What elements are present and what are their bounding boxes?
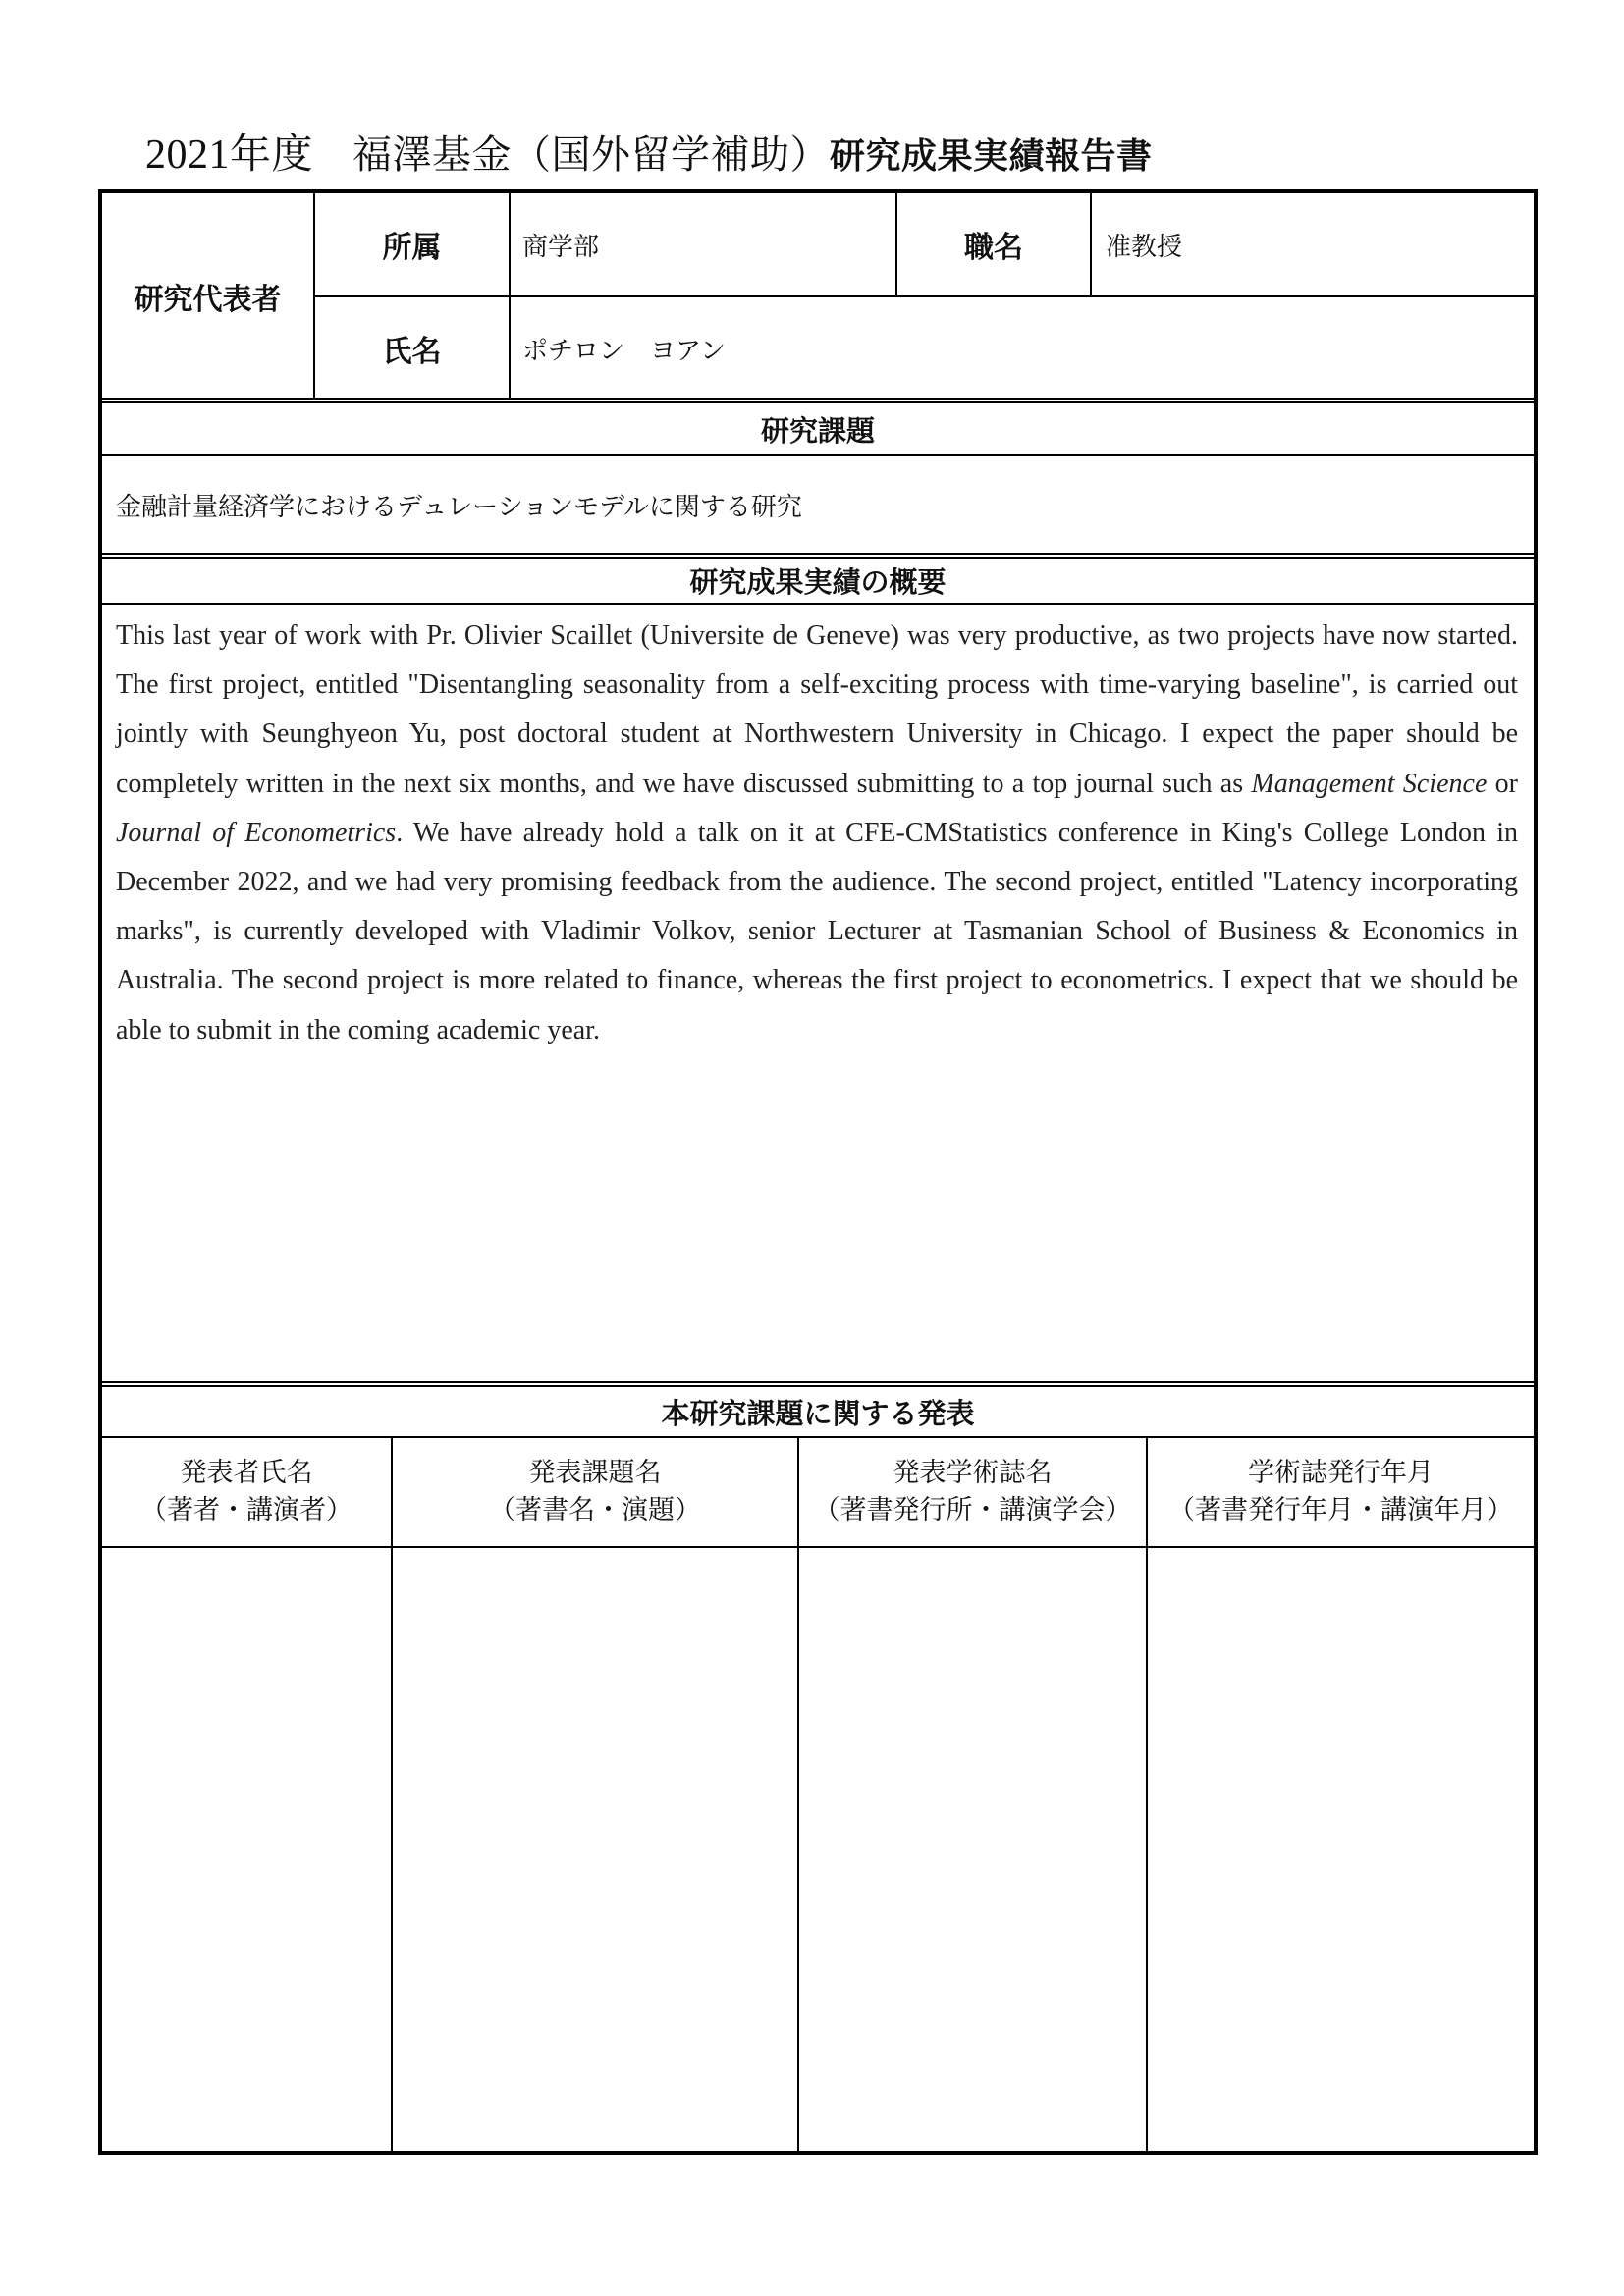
page-title [145,122,1153,181]
divider [1090,193,1092,295]
name-label: 氏名 [382,335,442,369]
summary-part-2: . We have already hold a talk on it at CFE-CMStatistics conference in King's College London in December 2022, and we had very promising feedback from the audience. The second project, entitled "Latency incorporating marks", is currently developed with Vladimir Volkov, senior Lecturer at Tasmanian School of Business & Economics in Australia. The second project is more related to finance, whereas the first project to econometrics. I expect that we should be able to submit in the coming academic year. [116,817,1519,1045]
column-header-line2: （著者・講演者） [140,1495,352,1525]
divider [391,1438,393,2151]
affiliation-value: 商学部 [522,232,600,262]
position-label: 職名 [964,231,1023,265]
position-value: 准教授 [1106,232,1183,262]
affiliation-label: 所属 [382,231,442,265]
divider [102,1546,1534,1548]
column-header-title [393,1455,797,1529]
column-header-line1: 発表学術誌名 [893,1458,1053,1488]
title-year: 2021年度 [145,133,314,178]
column-header-line1: 発表者氏名 [180,1458,313,1488]
representative-label: 研究代表者 [134,283,282,317]
title-fund: 福澤基金（国外留学補助） [352,133,831,178]
name-value: ポチロン ヨアン [522,336,726,366]
journal-management-science: Management Science [1251,768,1488,799]
divider [102,553,1534,555]
research-topic-value: 金融計量経済学におけるデュレーションモデルに関する研究 [116,492,802,522]
column-header-line1: 発表課題名 [528,1458,662,1488]
divider [797,1438,799,2151]
divider [1146,1438,1148,2151]
column-header-line2: （著書名・演題） [489,1495,701,1525]
summary-or: or [1487,768,1518,799]
presentations-heading: 本研究課題に関する発表 [661,1396,975,1430]
column-header-journal [799,1455,1146,1529]
journal-econometrics: Journal of Econometrics [116,817,397,848]
column-header-line2: （著書発行年月・講演年月） [1168,1495,1513,1525]
column-header-presenter [102,1455,391,1529]
divider [102,603,1534,605]
divider [102,1436,1534,1438]
column-header-date [1148,1455,1534,1529]
summary-part-1: This last year of work with Pr. Olivier Scaillet (Universite de Geneve) was very productive, as two projects have now started. The first project, entitled "Disentangling seasonality from a self-exciting process with time-varying baseline", is carried out jointly with Seunghyeon Yu, post doctoral student at Northwestern University in Chicago. I expect the paper should be completely written in the next six months, and we have discussed submitting to a top journal such as [116,620,1518,799]
title-suffix: 研究成果実績報告書 [830,136,1153,177]
research-topic-heading: 研究課題 [760,413,875,448]
summary-text [116,612,1518,1055]
divider [102,1381,1534,1383]
column-header-line1: 学術誌発行年月 [1248,1458,1434,1488]
summary-heading: 研究成果実績の概要 [689,565,947,599]
column-header-line2: （著書発行所・講演学会） [813,1495,1132,1525]
